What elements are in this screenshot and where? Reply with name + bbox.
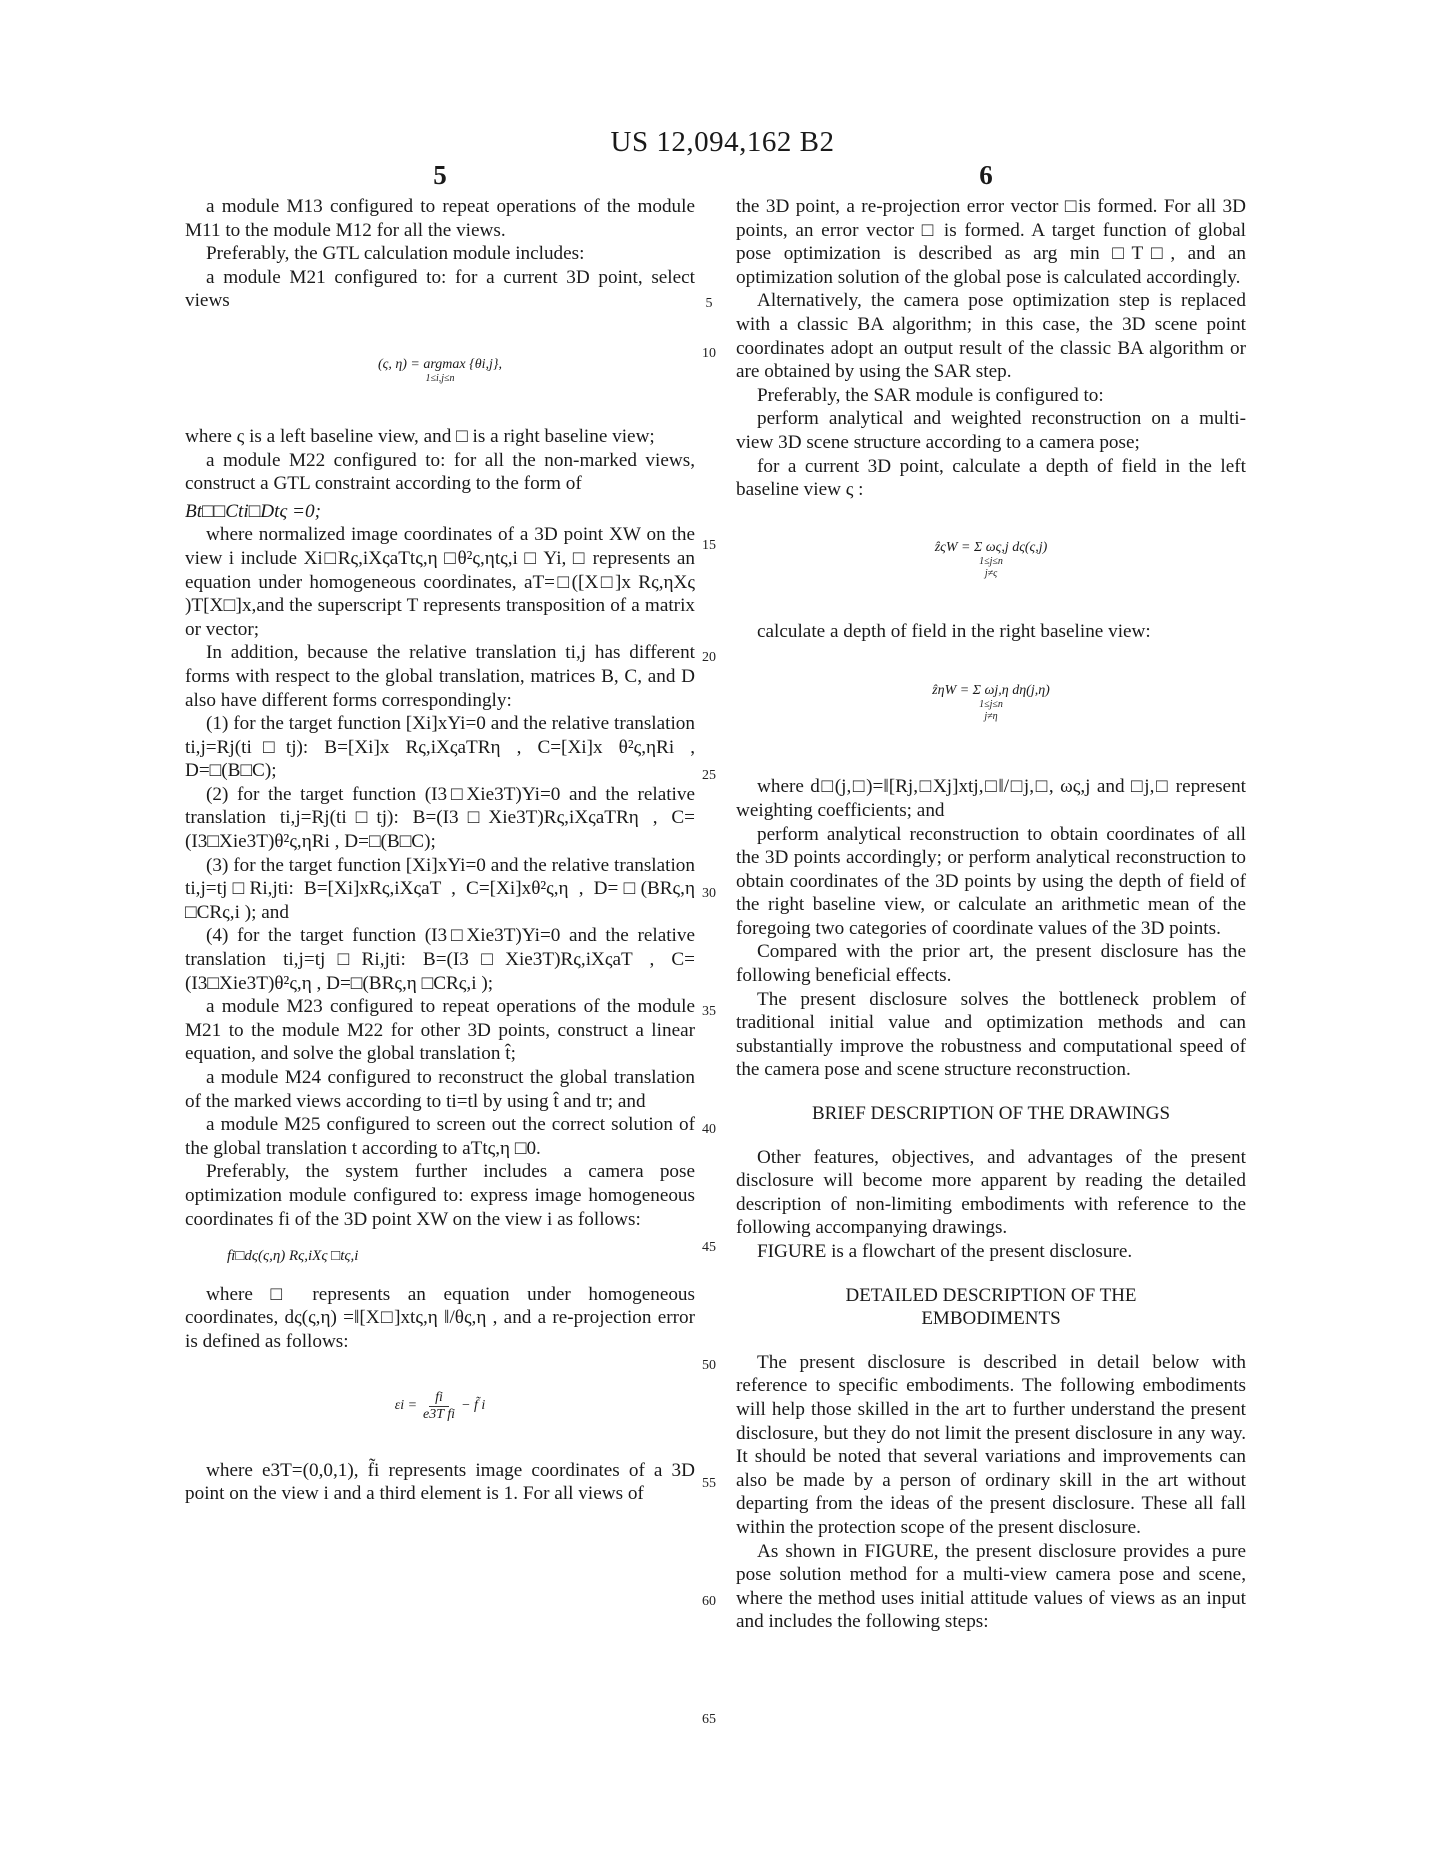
equation-inline: Bt□□Cti□Dtς =0; [185,500,321,522]
section-heading-embodiments [736,1284,1246,1331]
paragraph: FIGURE is a flowchart of the present disclosure. [757,1241,1133,1262]
paragraph: where □ represents an equation under homogeneous coordinates, dς(ς,η) =‖[X□]xtς,η ‖/θς,η , and a re-projection error is defined as follows: [185,1283,695,1352]
paragraph: (3) for the target function [Xi]xYi=0 and the relative translation ti,j=tj□Ri,jti: B=[Xi]xRς,iXςaT , C=[Xi]xθ²ς,η , D=□(BRς,η □CRς,i ); and [185,854,695,923]
paragraph: (1) for the target function [Xi]xYi=0 and the relative translation ti,j=Rj(ti□tj): B=[Xi]x Rς,iXςaTRη , C=[Xi]x θ²ς,ηRi , D=□(B□C); [185,713,695,782]
equation-rhs: − f̃ i [461,1398,486,1414]
line-number: 55 [702,1476,716,1491]
column-number-right: 6 [979,160,993,190]
paragraph: (4) for the target function (I3□Xie3T)Yi=0 and the relative translation ti,j=tj□Ri,jti: B=(I3□Xie3T)Rς,iXςaT , C=(I3□Xie3T)θ²ς,η , D=□(BRς,η □CRς,i ); [185,925,695,994]
paragraph: a module M13 configured to repeat operations of the module M11 to the module M12 for all the views. [185,196,695,241]
paragraph: In addition, because the relative translation ti,j has different forms with respect to the global translation, matrices B, C, and D also have different forms correspondingly: [185,642,695,711]
line-number: 65 [702,1712,716,1727]
line-number: 20 [702,650,716,665]
paragraph: a module M24 configured to reconstruct the global translation of the marked views according to ti=tl by using t̂ and tr; and [185,1067,695,1112]
line-number: 5 [705,296,713,311]
paragraph: Preferably, the SAR module is configured to: [757,384,1104,406]
line-number: 10 [702,346,716,361]
paragraph: Preferably, the system further includes a camera pose optimization module configured to: express image homogeneous coordinates fi of the 3D point XW on the view i as follows: [185,1161,695,1230]
equation-subscript: j≠ς [984,567,998,579]
line-number: 30 [702,886,716,901]
equation-subscript: 1≤j≤n [979,699,1003,711]
paragraph: where ς is a left baseline view, and □ is a right baseline view; [185,425,655,447]
heading-line: EMBODIMENTS [921,1308,1061,1330]
left-column [185,195,695,1506]
paragraph: (2) for the target function (I3□Xie3T)Yi=0 and the relative translation ti,j=Rj(ti□tj): B=(I3□Xie3T)Rς,iXςaTRη , C=(I3□Xie3T)θ²ς,ηRi , D=□(B□C); [185,783,695,853]
patent-number: US 12,094,162 B2 [610,126,835,158]
heading-line: DETAILED DESCRIPTION OF THE [845,1284,1137,1306]
paragraph: a module M25 configured to screen out the correct solution of the global translation t according to aTtς,η □0. [185,1114,695,1159]
paragraph: calculate a depth of field in the right baseline view: [757,620,1151,642]
paragraph: The present disclosure is described in detail below with reference to specific embodiments. The following embodiments will help those skilled in the art to further understand the present disclosure, but they do not limit the present disclosure in any way. It should be noted that several variations and improvements can also be made by a person of ordinary skill in the art without departing from the ideas of the present disclosure. These all fall within the protection scope of the present disclosure. [736,1351,1246,1538]
equation-subscript: j≠η [984,711,998,723]
right-column [736,195,1246,1634]
fraction-denominator: e3T fi [423,1406,456,1422]
line-number: 25 [702,768,716,783]
paragraph: for a current 3D point, calculate a depth of field in the left baseline view ς : [736,455,1246,501]
line-number: 35 [702,1004,716,1019]
equation-reprojection-error [185,1390,695,1423]
paragraph: The present disclosure solves the bottleneck problem of traditional initial value and optimization methods and can substantially improve the robustness and computational speed of the camera pose and scene structure reconstruction. [736,988,1246,1081]
paragraph: Alternatively, the camera pose optimization step is replaced with a classic BA algorithm; in this case, the 3D scene point coordinates adopt an output result of the classic BA algorithm or are obtained by using the SAR step. [736,290,1246,383]
paragraph: a module M21 configured to: for a current 3D point, select views [185,266,695,312]
column-number-left: 5 [433,160,447,190]
paragraph: a module M23 configured to repeat operations of the module M21 to the module M22 for other 3D points, construct a linear equation, and solve the global translation t̂; [185,996,695,1065]
equation-subscript: 1≤j≤n [979,555,1003,567]
paragraph: Other features, objectives, and advantages of the present disclosure will become more apparent by reading the detailed description of non-limiting embodiments with reference to the following accompanying drawings. [736,1146,1246,1239]
equation-fraction [423,1390,455,1423]
equation-main: (ς, η) = argmax {θi,j}, [377,356,502,372]
paragraph: where normalized image coordinates of a 3D point XW on the view i include Xi□Rς,iXςaTtς,η □θ²ς,ηtς,i □ Yi, □ represents an equation under homogeneous coordinates, aT=□([X□]x Rς,ηXς )T[X□]x,and the superscript T represents transposition of a matrix or vector; [185,524,695,640]
line-number: 40 [702,1122,716,1137]
section-heading-drawings: BRIEF DESCRIPTION OF THE DRAWINGS [811,1103,1171,1125]
equation-subscript: 1≤i,j≤n [425,372,455,384]
paragraph: Compared with the prior art, the present disclosure has the following beneficial effects. [736,941,1246,987]
equation-main: ẑηW = Σ ωj,η dη(j,η) [932,683,1050,699]
equation-projection: fi□dς(ς,η) Rς,iXς □tς,i [227,1248,359,1265]
line-number: 45 [702,1240,716,1255]
line-number: 60 [702,1594,716,1609]
equation-lhs: εi = [394,1398,418,1414]
paragraph: Preferably, the GTL calculation module includes: [206,243,585,265]
line-number: 15 [702,538,716,553]
equation-right-depth [736,683,1246,723]
equation-main: ẑςW = Σ ως,j dς(ς,j) [934,539,1048,555]
line-number: 50 [702,1358,716,1373]
fraction-numerator: fi [429,1390,449,1407]
paragraph: a module M22 configured to: for all the non-marked views, construct a GTL constraint according to the form of [185,449,695,495]
paragraph: perform analytical and weighted reconstruction on a multi-view 3D scene structure according to a camera pose; [736,408,1246,453]
equation-argmax [185,357,695,385]
paragraph: where d□(j,□)=‖[Rj,□Xj]xtj,□‖/□j,□, ως,j and □j,□ represent weighting coefficients; and [736,776,1246,821]
paragraph: where e3T=(0,0,1), f̃i represents image coordinates of a 3D point on the view i and a third element is 1. For all views of [185,1459,695,1505]
paragraph: As shown in FIGURE, the present disclosure provides a pure pose solution method for a multi-view camera pose and scene, where the method uses initial attitude values of views as an input and includes the following steps: [736,1540,1246,1633]
equation-left-depth [736,540,1246,580]
paragraph: the 3D point, a re-projection error vector □is formed. For all 3D points, an error vector □ is formed. A target function of global pose optimization is described as arg min □T□, and an optimization solution of the global pose is calculated accordingly. [736,196,1246,288]
paragraph: perform analytical reconstruction to obtain coordinates of all the 3D points accordingly; or perform analytical reconstruction to obtain coordinates of the 3D points by using the depth of field of the right baseline view, or calculate an arithmetic mean of the foregoing two categories of coordinate values of the 3D points. [736,823,1246,939]
